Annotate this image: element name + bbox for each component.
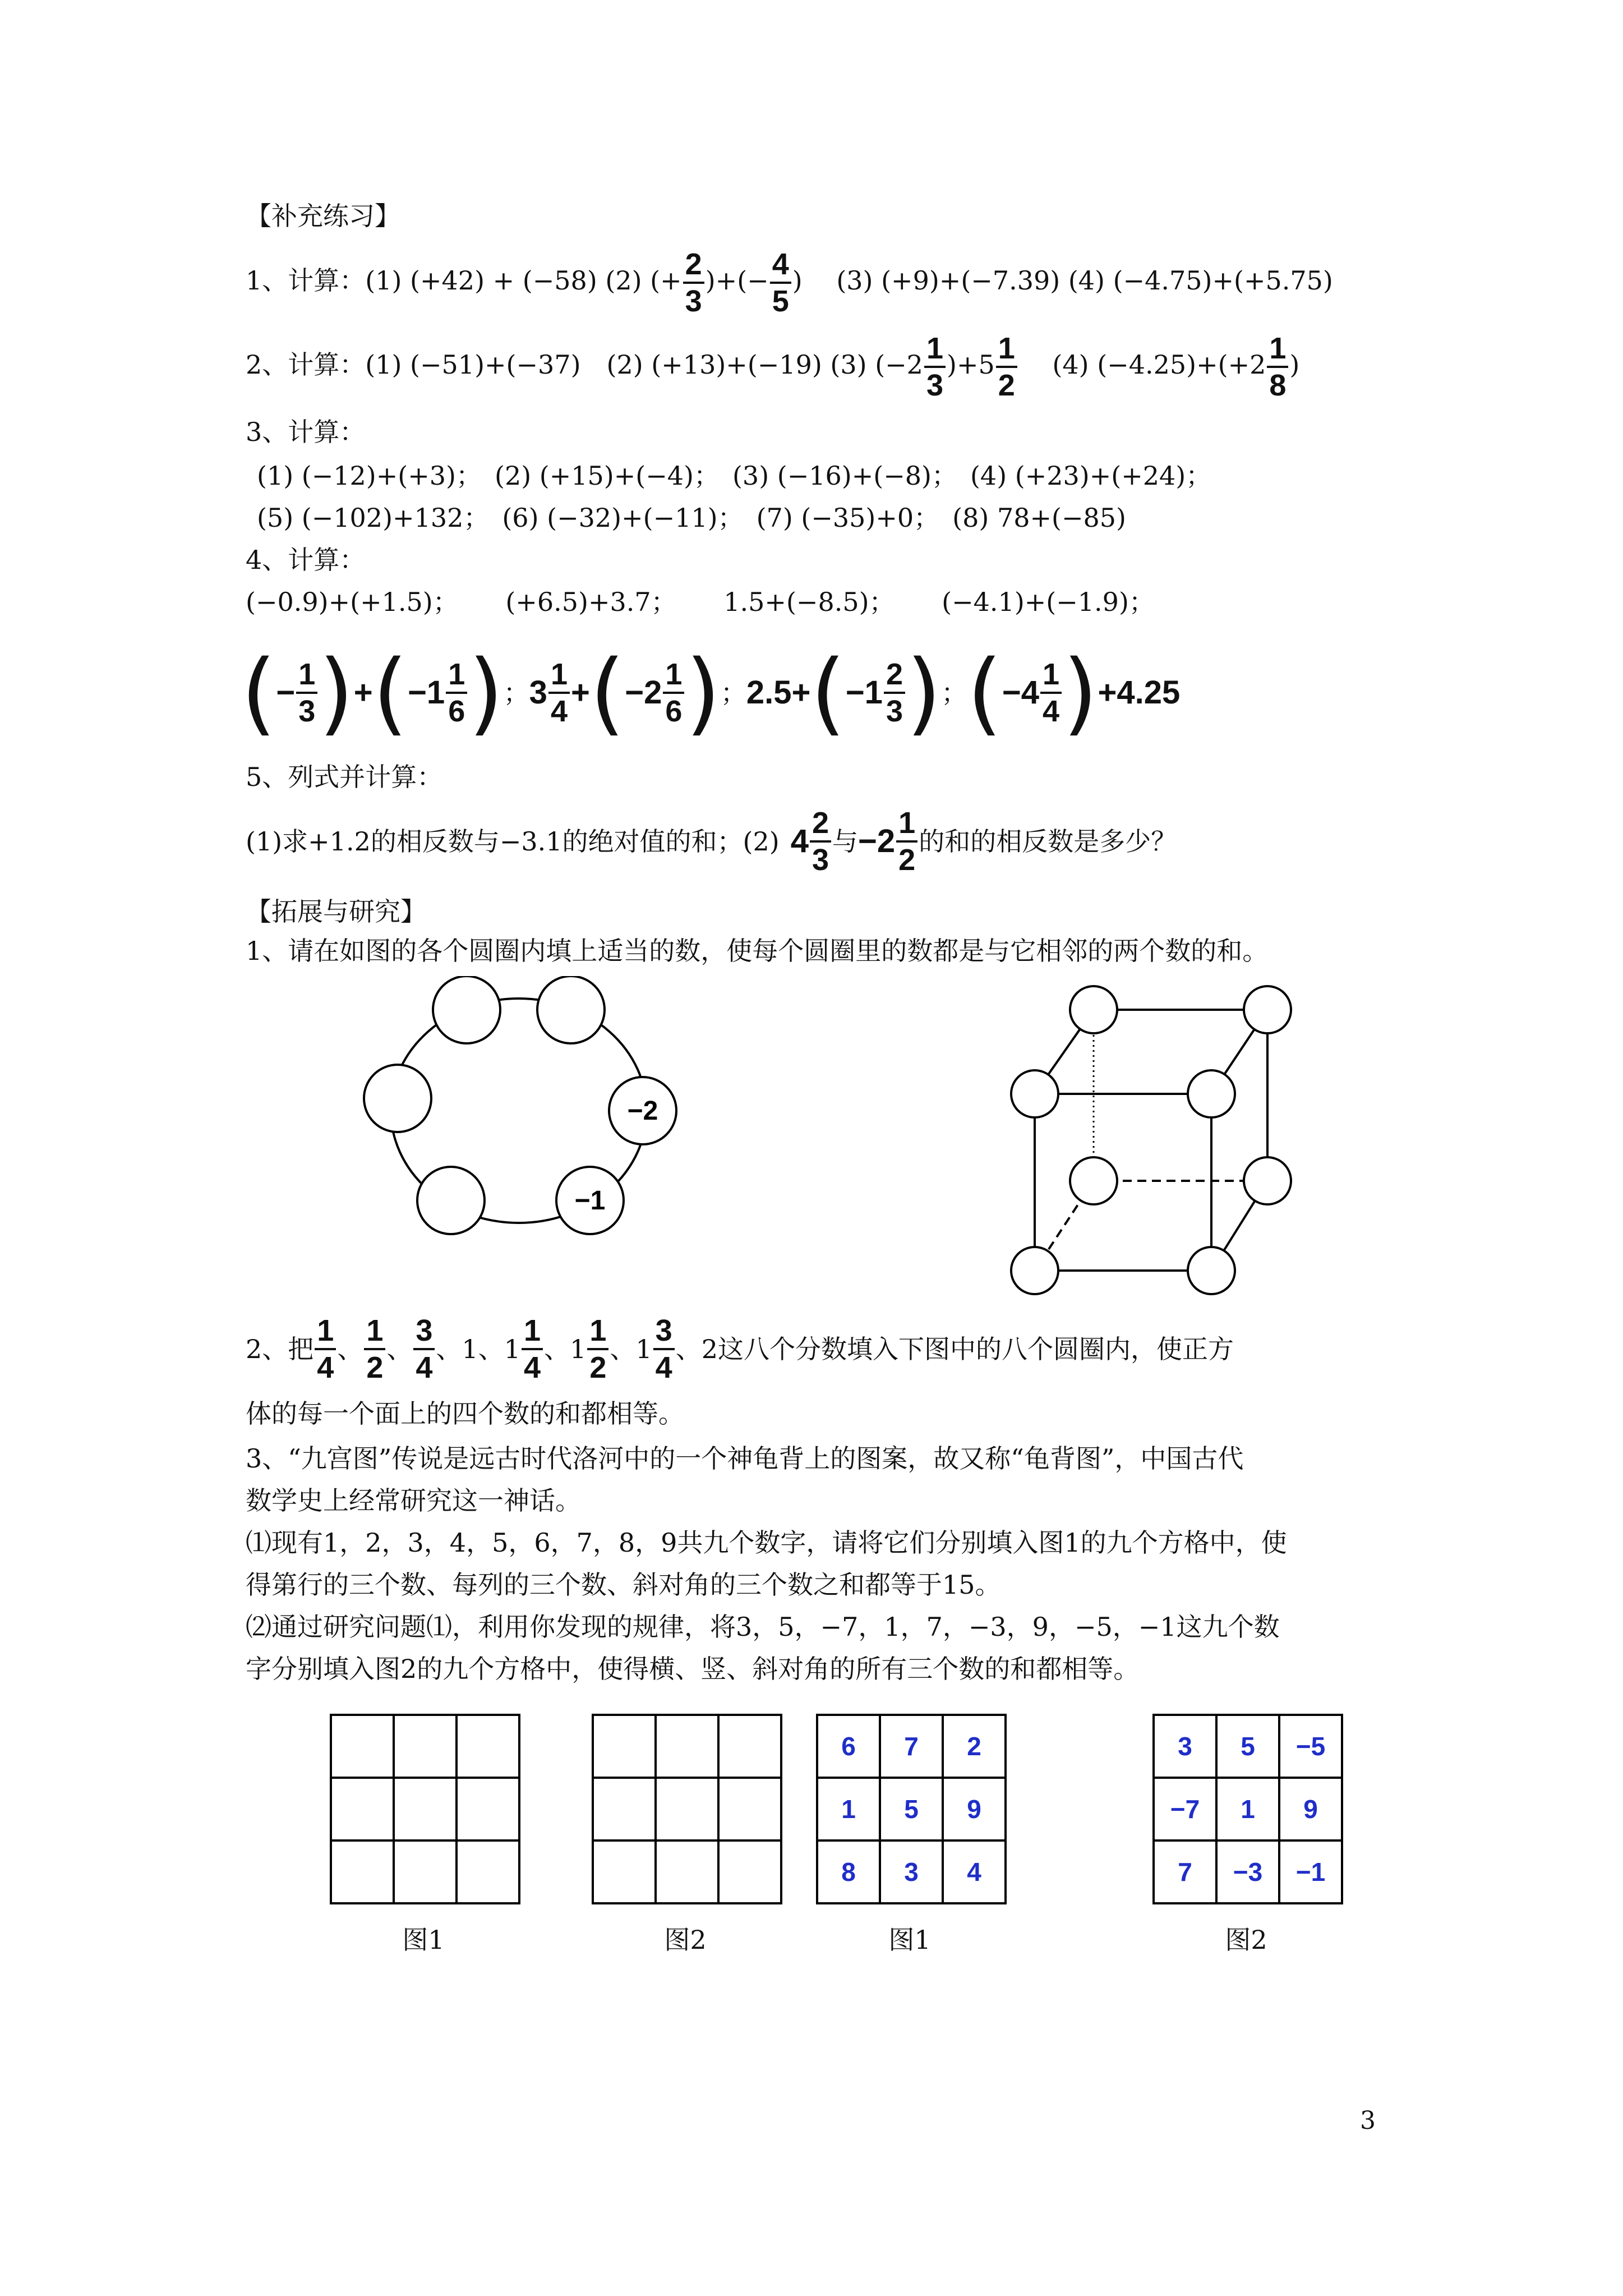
numerator: 1 [996, 331, 1017, 368]
cube-node [1244, 1157, 1291, 1204]
grid-cell [394, 1778, 457, 1841]
frac [1040, 657, 1062, 729]
whole: −1 [408, 674, 445, 711]
separator: 、 [386, 1334, 413, 1364]
paren-open: ( [372, 640, 408, 745]
denominator: 4 [1042, 694, 1060, 728]
cube-node [1011, 1247, 1058, 1294]
grid-cell [394, 1841, 457, 1903]
extension-3-line-2: 数学史上经常研究这一神话。 [246, 1485, 581, 1516]
numerator: 3 [413, 1313, 435, 1350]
q2-text-b: )+5 [947, 349, 995, 380]
separator: 、 [610, 1334, 636, 1364]
frac [446, 657, 467, 729]
grid-cell: −7 [1154, 1778, 1216, 1841]
q1-frac-1 [683, 247, 704, 319]
question-4-title: 4、计算： [246, 545, 366, 575]
q2-text-d: ) [1289, 349, 1300, 380]
caption-figure-1: 图1 [402, 1925, 445, 1955]
question-4-line-1: (−0.9)+(+1.5)； (+6.5)+3.7； 1.5+(−8.5)； (−4.1)+(−1.9)； [246, 587, 1155, 617]
q1-text-c: ) (3) (+9)+(−7.39) (4) (−4.75)+(+5.75) [792, 265, 1333, 296]
grid-cell [457, 1778, 519, 1841]
denominator: 3 [926, 369, 943, 402]
q2-frac-2 [996, 331, 1017, 403]
denominator: 2 [589, 1351, 607, 1384]
cube-node [1011, 1070, 1058, 1117]
plus: + [353, 674, 373, 711]
grid-cell [593, 1778, 656, 1841]
q2-text-c: (4) (−4.25)+(+2 [1018, 349, 1266, 380]
denominator: 3 [886, 694, 903, 728]
denominator: 3 [811, 843, 829, 877]
grid-cell [593, 1715, 656, 1778]
denominator: 5 [772, 284, 789, 318]
numerator: 2 [884, 657, 905, 694]
section-heading-extension: 【拓展与研究】 [246, 896, 426, 927]
cube-node [1188, 1070, 1235, 1117]
q1-text-a: 1、计算：(1) (+42) + (−58) (2) (+ [246, 265, 682, 296]
whole: −2 [625, 674, 662, 711]
extension-3-line-6: 字分别填入图2的九个方格中，使得横、竖、斜对角的所有三个数的和都相等。 [246, 1654, 1140, 1684]
denominator: 2 [366, 1351, 384, 1384]
separator: 、 [337, 1334, 363, 1364]
section-heading-supplement: 【补充练习】 [246, 201, 400, 231]
question-2 [246, 331, 1299, 403]
numerator: 1 [522, 1313, 543, 1350]
separator: ； [503, 678, 529, 708]
question-5-title: 5、列式并计算： [246, 762, 443, 792]
q5-text-a: (1)求+1.2的相反数与−3.1的绝对值的和；(2) [246, 826, 780, 857]
grid-cell [457, 1841, 519, 1903]
whole: 1 [570, 1334, 587, 1364]
grid-cell [718, 1841, 781, 1903]
grid-cell [331, 1715, 394, 1778]
grid-cell [331, 1841, 394, 1903]
numerator: 1 [296, 657, 317, 694]
numerator: 1 [1040, 657, 1062, 694]
paren-close: ) [1063, 640, 1098, 745]
grid-cell: 7 [880, 1715, 943, 1778]
ring-circle-top-left [433, 976, 500, 1043]
cube-node [1070, 986, 1117, 1033]
grid-cell: −5 [1279, 1715, 1342, 1778]
grid-cell [656, 1841, 718, 1903]
grid-cell: 4 [943, 1841, 1006, 1903]
answer-grid-2 [1152, 1714, 1343, 1904]
denominator: 4 [317, 1351, 334, 1384]
ext2-text-a: 2、把 [246, 1334, 314, 1364]
grid-cell: 9 [1279, 1778, 1342, 1841]
question-1 [246, 247, 1333, 319]
whole: 4 [790, 823, 809, 859]
cube-diagram [1004, 976, 1318, 1301]
separator: ； [941, 678, 967, 708]
extension-3-line-5: ⑵通过研究问题⑴，利用你发现的规律，将3，5，−7，1，7，−3，9，−5，−1这九个数 [246, 1612, 1280, 1642]
grid-cell [656, 1778, 718, 1841]
denominator: 2 [898, 843, 916, 877]
grid-cell: 2 [943, 1715, 1006, 1778]
ring-label-right: −2 [627, 1096, 658, 1126]
grid-cell: 9 [943, 1778, 1006, 1841]
numerator: 4 [770, 247, 791, 284]
numerator: 1 [896, 806, 917, 843]
whole: 1 [635, 1334, 652, 1364]
q5-text-c: 的和的相反数是多少？ [919, 826, 1177, 857]
grid-cell [331, 1778, 394, 1841]
caption-figure-2-answer: 图2 [1225, 1925, 1267, 1955]
sign: − [276, 674, 296, 711]
paren-open: ( [810, 640, 846, 745]
cube-node [1188, 1247, 1235, 1294]
denominator: 4 [416, 1351, 433, 1384]
numerator: 1 [587, 1313, 608, 1350]
grid-cell [718, 1715, 781, 1778]
ext2-text-b: 、2这八个分数填入下图中的八个圆圈内，使正方 [675, 1334, 1234, 1364]
grid-cell: 1 [1216, 1778, 1279, 1841]
frac [587, 1313, 608, 1385]
frac [663, 657, 684, 729]
paren-close: ) [685, 640, 721, 745]
ring-label-bottom-right: −1 [574, 1186, 606, 1216]
grid-cell: 3 [1154, 1715, 1216, 1778]
ring-circle-left [364, 1065, 431, 1132]
numerator: 1 [924, 331, 946, 368]
q2-text-a: 2、计算：(1) (−51)+(−37) (2) (+13)+(−19) (3) (−2 [246, 349, 923, 380]
question-4-line-2 [241, 637, 1180, 749]
q2-frac-3 [1267, 331, 1288, 403]
grid-cell: 8 [817, 1841, 880, 1903]
grid-cell: 6 [817, 1715, 880, 1778]
question-3-line-1: (1) (−12)+(+3)； (2) (+15)+(−4)； (3) (−16)+(−8)； (4) (+23)+(+24)； [257, 461, 1212, 491]
question-3-line-2: (5) (−102)+132； (6) (−32)+(−11)； (7) (−35)+0； (8) 78+(−85) [257, 503, 1127, 533]
q2-frac-1 [924, 331, 946, 403]
caption-figure-1-answer: 图1 [888, 1925, 931, 1955]
extension-2-line-2: 体的每一个面上的四个数的和都相等。 [246, 1398, 684, 1429]
separator: 、 [436, 1334, 462, 1364]
ring-circle-bottom-left [417, 1167, 485, 1234]
denominator: 4 [655, 1351, 672, 1384]
denominator: 6 [448, 694, 465, 728]
question-5-line [246, 802, 1177, 881]
grid-cell: −3 [1216, 1841, 1279, 1903]
denominator: 6 [665, 694, 683, 728]
frac [896, 806, 917, 877]
paren-close: ) [468, 640, 504, 745]
numerator: 1 [364, 1313, 385, 1350]
empty-grid-2 [592, 1714, 782, 1904]
denominator: 3 [298, 694, 316, 728]
grid-cell [394, 1715, 457, 1778]
page-number: 3 [1360, 2106, 1376, 2135]
q5-text-b: 与 [832, 826, 859, 857]
numerator: 2 [683, 247, 704, 284]
numerator: 1 [663, 657, 684, 694]
separator: ； [720, 678, 746, 708]
frac [522, 1313, 543, 1385]
answer-grid-1 [816, 1714, 1007, 1904]
plus: + [570, 674, 590, 711]
frac [884, 657, 905, 729]
whole: 1 [462, 1334, 478, 1364]
frac [548, 657, 570, 729]
grid-cell: −1 [1279, 1841, 1342, 1903]
separator: 、 [478, 1334, 504, 1364]
grid-cell: 7 [1154, 1841, 1216, 1903]
frac [364, 1313, 385, 1385]
extension-3-line-4: 得第行的三个数、每列的三个数、斜对角的三个数之和都等于15。 [246, 1570, 1001, 1600]
q1-text-b: )+(− [705, 265, 769, 296]
extension-3-line-3: ⑴现有1，2，3，4，5，6，7，8，9共九个数字，请将它们分别填入图1的九个方格中，使 [246, 1527, 1287, 1558]
numerator: 1 [548, 657, 570, 694]
whole: 3 [529, 674, 547, 711]
paren-open: ( [967, 640, 1002, 745]
grid-cell: 5 [880, 1778, 943, 1841]
numerator: 1 [315, 1313, 336, 1350]
denominator: 4 [523, 1351, 541, 1384]
separator: 、 [544, 1334, 570, 1364]
grid-cell: 5 [1216, 1715, 1279, 1778]
denominator: 4 [550, 694, 568, 728]
grid-cell: 1 [817, 1778, 880, 1841]
grid-cell [457, 1715, 519, 1778]
question-3-title: 3、计算： [246, 417, 366, 447]
numerator: 3 [653, 1313, 675, 1350]
extension-3-line-1: 3、“九宫图”传说是远古时代洛河中的一个神龟背上的图案，故又称“龟背图”，中国古代 [246, 1443, 1244, 1474]
cube-node [1244, 986, 1291, 1033]
ring-diagram [348, 976, 695, 1245]
whole: 1 [504, 1334, 520, 1364]
paren-close: ) [906, 640, 942, 745]
extension-1-text: 1、请在如图的各个圆圈内填上适当的数，使每个圆圈里的数都是与它相邻的两个数的和。 [246, 936, 1269, 966]
term: 2.5+ [746, 674, 811, 711]
frac [315, 1313, 336, 1385]
extension-2-line-1 [246, 1310, 1234, 1388]
ring-circle-top-right [537, 976, 605, 1043]
paren-open: ( [241, 640, 276, 745]
numerator: 2 [810, 806, 831, 843]
frac [296, 657, 317, 729]
q1-frac-2 [770, 247, 791, 319]
term: +4.25 [1098, 674, 1181, 711]
denominator: 3 [685, 284, 702, 318]
grid-cell [593, 1841, 656, 1903]
frac [810, 806, 831, 877]
paren-open: ( [589, 640, 625, 745]
whole: −4 [1002, 674, 1039, 711]
cube-node [1070, 1157, 1117, 1204]
numerator: 1 [1267, 331, 1288, 368]
denominator: 2 [998, 369, 1015, 402]
grid-cell [656, 1715, 718, 1778]
empty-grid-1 [330, 1714, 520, 1904]
grid-cell [718, 1778, 781, 1841]
numerator: 1 [446, 657, 467, 694]
frac [413, 1313, 435, 1385]
paren-close: ) [319, 640, 354, 745]
whole: −1 [845, 674, 883, 711]
caption-figure-2: 图2 [664, 1925, 707, 1955]
grid-cell: 3 [880, 1841, 943, 1903]
frac [653, 1313, 675, 1385]
denominator: 8 [1269, 369, 1287, 402]
whole: −2 [858, 823, 896, 859]
